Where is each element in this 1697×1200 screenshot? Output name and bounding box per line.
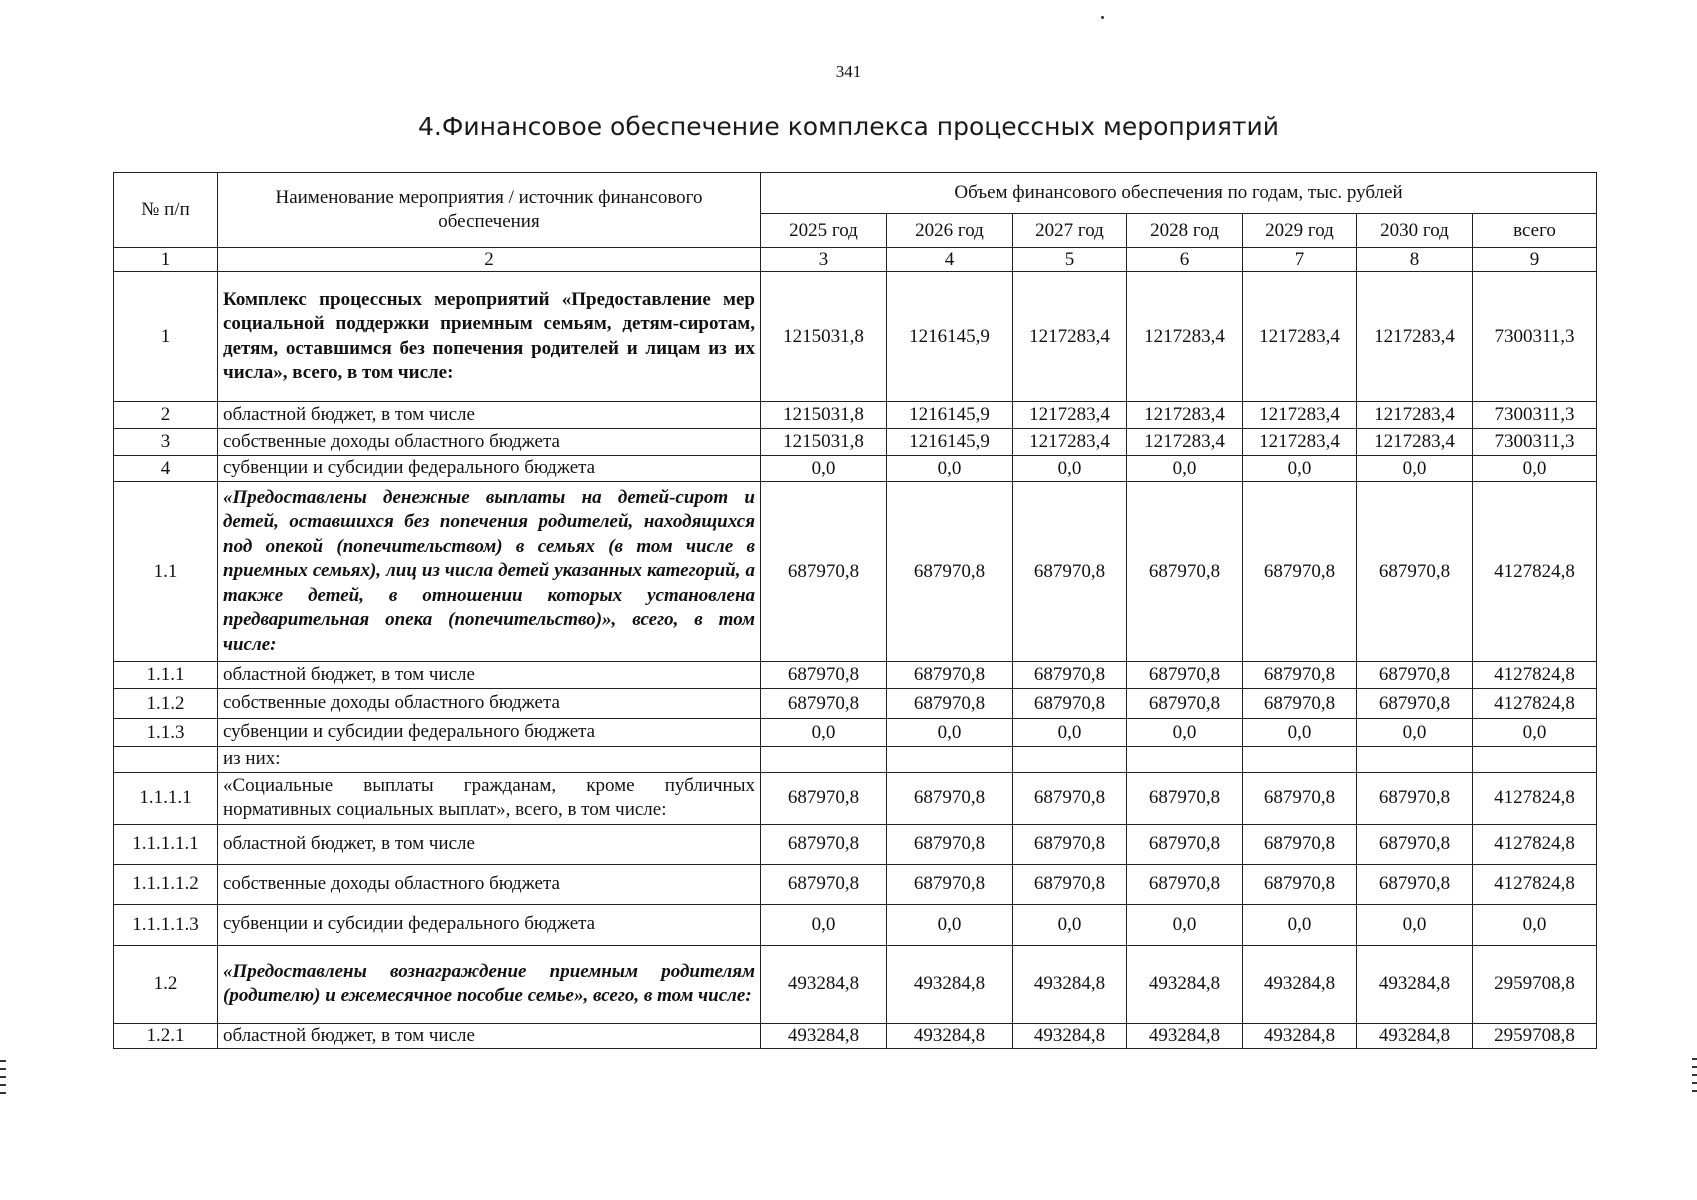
- row-value: 1217283,4: [1357, 429, 1473, 456]
- row-value: [761, 747, 887, 773]
- row-value: 0,0: [887, 456, 1013, 482]
- table-row: [114, 1023, 1597, 1049]
- row-value: 0,0: [1357, 719, 1473, 747]
- row-value: 1217283,4: [1243, 429, 1357, 456]
- row-value: 0,0: [761, 456, 887, 482]
- row-value: 0,0: [1127, 456, 1243, 482]
- row-value: [1127, 747, 1243, 773]
- row-value: 0,0: [1243, 719, 1357, 747]
- scan-mark: [0, 1068, 6, 1070]
- row-name: субвенции и субсидии федерального бюджета: [218, 904, 761, 945]
- table-row: [114, 719, 1597, 747]
- table-row: [114, 945, 1597, 1023]
- scan-mark: [1692, 1090, 1697, 1092]
- row-value: 0,0: [1127, 719, 1243, 747]
- scan-mark: [1692, 1058, 1697, 1060]
- row-value: 493284,8: [1243, 945, 1357, 1023]
- row-value: 687970,8: [1127, 824, 1243, 864]
- column-index: 4: [887, 248, 1013, 272]
- row-value: 493284,8: [1357, 945, 1473, 1023]
- scan-mark: [1692, 1082, 1697, 1084]
- row-value: 493284,8: [1127, 1023, 1243, 1049]
- header-year: 2026 год: [887, 214, 1013, 248]
- row-value: 1217283,4: [1357, 272, 1473, 402]
- table-row: [114, 662, 1597, 689]
- row-value: 687970,8: [1357, 482, 1473, 662]
- row-value: 0,0: [1013, 456, 1127, 482]
- row-value: 0,0: [1243, 456, 1357, 482]
- row-value: 687970,8: [1127, 662, 1243, 689]
- row-value: 687970,8: [1013, 864, 1127, 904]
- row-value: 493284,8: [761, 945, 887, 1023]
- row-value: 1216145,9: [887, 402, 1013, 429]
- row-id: 1.2.1: [114, 1023, 218, 1049]
- row-value: 4127824,8: [1473, 824, 1597, 864]
- row-value: 493284,8: [887, 945, 1013, 1023]
- financing-table: [113, 172, 1597, 1049]
- table-row: [114, 824, 1597, 864]
- column-index: 1: [114, 248, 218, 272]
- row-value: 687970,8: [1357, 689, 1473, 719]
- table-row: [114, 747, 1597, 773]
- scan-dot: [1101, 16, 1104, 19]
- row-id: 1: [114, 272, 218, 402]
- column-index: 6: [1127, 248, 1243, 272]
- row-name: «Социальные выплаты гражданам, кроме публичных нормативных социальных выплат», всего, в том числе:: [218, 772, 761, 824]
- row-value: 687970,8: [1243, 864, 1357, 904]
- table-row: [114, 864, 1597, 904]
- row-id: 1.1.1.1.1: [114, 824, 218, 864]
- row-value: 1217283,4: [1243, 272, 1357, 402]
- row-value: 0,0: [1357, 904, 1473, 945]
- row-id: 1.1.1.1.3: [114, 904, 218, 945]
- table-row: [114, 402, 1597, 429]
- row-value: 0,0: [1357, 456, 1473, 482]
- row-value: 4127824,8: [1473, 689, 1597, 719]
- row-value: 493284,8: [887, 1023, 1013, 1049]
- row-value: 1217283,4: [1127, 272, 1243, 402]
- row-name: областной бюджет, в том числе: [218, 662, 761, 689]
- row-name: «Предоставлены вознаграждение приемным родителям (родителю) и ежемесячное пособие семье», всего, в том числе:: [218, 945, 761, 1023]
- header-year: 2027 год: [1013, 214, 1127, 248]
- table-row: [114, 482, 1597, 662]
- row-value: 687970,8: [1013, 824, 1127, 864]
- row-value: 687970,8: [1127, 482, 1243, 662]
- row-id: 1.1.2: [114, 689, 218, 719]
- row-value: 687970,8: [1127, 864, 1243, 904]
- column-index-row: [114, 248, 1597, 272]
- page-title: 4.Финансовое обеспечение комплекса процессных мероприятий: [418, 112, 1279, 141]
- row-value: 687970,8: [761, 824, 887, 864]
- scan-mark: [0, 1092, 6, 1094]
- table-row: [114, 456, 1597, 482]
- row-value: 687970,8: [1243, 482, 1357, 662]
- header-number: № п/п: [114, 173, 218, 248]
- table-row: [114, 429, 1597, 456]
- row-value: 687970,8: [1013, 662, 1127, 689]
- row-name: Комплекс процессных мероприятий «Предоставление мер социальной поддержки приемным семьям, детям-сиротам, детям, оставшимся без попечения родителей и лицам из их числа», всего, в том числе:: [218, 272, 761, 402]
- row-id: 1.2: [114, 945, 218, 1023]
- row-value: 0,0: [761, 719, 887, 747]
- row-value: 687970,8: [1243, 662, 1357, 689]
- row-value: 0,0: [761, 904, 887, 945]
- row-value: 687970,8: [887, 772, 1013, 824]
- row-id: 1.1: [114, 482, 218, 662]
- row-id: 4: [114, 456, 218, 482]
- row-value: 4127824,8: [1473, 662, 1597, 689]
- page-number: 341: [835, 62, 862, 81]
- row-value: 687970,8: [887, 824, 1013, 864]
- row-value: 2959708,8: [1473, 945, 1597, 1023]
- row-value: [1357, 747, 1473, 773]
- row-value: 687970,8: [761, 662, 887, 689]
- row-value: 493284,8: [1243, 1023, 1357, 1049]
- row-name: областной бюджет, в том числе: [218, 402, 761, 429]
- scan-mark: [0, 1060, 6, 1062]
- row-value: 0,0: [1473, 904, 1597, 945]
- row-name: собственные доходы областного бюджета: [218, 689, 761, 719]
- row-name: собственные доходы областного бюджета: [218, 429, 761, 456]
- row-value: 687970,8: [1357, 772, 1473, 824]
- row-value: 493284,8: [1013, 1023, 1127, 1049]
- row-value: 7300311,3: [1473, 272, 1597, 402]
- row-value: 0,0: [1473, 456, 1597, 482]
- row-value: 687970,8: [761, 772, 887, 824]
- header-row: [114, 173, 1597, 214]
- row-id: 2: [114, 402, 218, 429]
- row-value: 2959708,8: [1473, 1023, 1597, 1049]
- row-id: 3: [114, 429, 218, 456]
- row-value: 4127824,8: [1473, 864, 1597, 904]
- column-index: 2: [218, 248, 761, 272]
- row-value: 687970,8: [1357, 864, 1473, 904]
- row-value: 1216145,9: [887, 272, 1013, 402]
- column-index: 8: [1357, 248, 1473, 272]
- scan-mark: [1692, 1074, 1697, 1076]
- row-id: 1.1.1.1.2: [114, 864, 218, 904]
- column-index: 9: [1473, 248, 1597, 272]
- row-value: 1217283,4: [1357, 402, 1473, 429]
- row-id: 1.1.1: [114, 662, 218, 689]
- row-value: 0,0: [1473, 719, 1597, 747]
- row-value: 7300311,3: [1473, 402, 1597, 429]
- header-year: 2030 год: [1357, 214, 1473, 248]
- row-value: 687970,8: [887, 482, 1013, 662]
- row-id: 1.1.1.1: [114, 772, 218, 824]
- row-value: 1217283,4: [1243, 402, 1357, 429]
- row-id: 1.1.3: [114, 719, 218, 747]
- row-value: 1217283,4: [1127, 429, 1243, 456]
- column-index: 7: [1243, 248, 1357, 272]
- header-total: всего: [1473, 214, 1597, 248]
- row-value: 1217283,4: [1127, 402, 1243, 429]
- row-value: 1215031,8: [761, 429, 887, 456]
- row-name: областной бюджет, в том числе: [218, 1023, 761, 1049]
- row-value: [887, 747, 1013, 773]
- row-value: 687970,8: [887, 662, 1013, 689]
- row-value: 687970,8: [1357, 824, 1473, 864]
- row-value: 687970,8: [1127, 772, 1243, 824]
- row-value: 687970,8: [887, 864, 1013, 904]
- row-value: 0,0: [1013, 719, 1127, 747]
- row-value: 687970,8: [1243, 824, 1357, 864]
- row-value: [1243, 747, 1357, 773]
- header-name: Наименование мероприятия / источник финансового обеспечения: [218, 173, 761, 248]
- header-volume: Объем финансового обеспечения по годам, тыс. рублей: [761, 173, 1597, 214]
- row-value: 0,0: [1013, 904, 1127, 945]
- header-year: 2029 год: [1243, 214, 1357, 248]
- row-value: 1217283,4: [1013, 272, 1127, 402]
- scan-mark: [1692, 1066, 1697, 1068]
- row-value: 1215031,8: [761, 402, 887, 429]
- table-body: [114, 272, 1597, 1049]
- row-value: 687970,8: [887, 689, 1013, 719]
- row-value: 687970,8: [761, 482, 887, 662]
- row-value: 0,0: [1127, 904, 1243, 945]
- row-value: 687970,8: [1243, 772, 1357, 824]
- row-name: субвенции и субсидии федерального бюджета: [218, 719, 761, 747]
- row-name: собственные доходы областного бюджета: [218, 864, 761, 904]
- table-row: [114, 904, 1597, 945]
- row-value: [1473, 747, 1597, 773]
- row-value: 687970,8: [1013, 482, 1127, 662]
- row-value: 0,0: [887, 904, 1013, 945]
- header-year: 2025 год: [761, 214, 887, 248]
- row-value: 687970,8: [761, 689, 887, 719]
- table-row: [114, 689, 1597, 719]
- row-name: субвенции и субсидии федерального бюджета: [218, 456, 761, 482]
- row-value: 687970,8: [1013, 689, 1127, 719]
- row-value: 4127824,8: [1473, 482, 1597, 662]
- row-value: 493284,8: [1013, 945, 1127, 1023]
- row-value: 687970,8: [1243, 689, 1357, 719]
- row-value: 687970,8: [1357, 662, 1473, 689]
- row-value: 1217283,4: [1013, 402, 1127, 429]
- column-index: 3: [761, 248, 887, 272]
- row-value: 1216145,9: [887, 429, 1013, 456]
- table-row: [114, 272, 1597, 402]
- header-year: 2028 год: [1127, 214, 1243, 248]
- row-id: [114, 747, 218, 773]
- row-name: областной бюджет, в том числе: [218, 824, 761, 864]
- row-value: 687970,8: [1013, 772, 1127, 824]
- row-name: из них:: [218, 747, 761, 773]
- row-value: 1217283,4: [1013, 429, 1127, 456]
- row-value: 0,0: [887, 719, 1013, 747]
- table-row: [114, 772, 1597, 824]
- row-value: 493284,8: [761, 1023, 887, 1049]
- row-value: 0,0: [1243, 904, 1357, 945]
- scan-mark: [0, 1076, 6, 1078]
- row-name: «Предоставлены денежные выплаты на детей-сирот и детей, оставшихся без попечения родителей, находящихся под опекой (попечительством) в семьях (в том числе в приемных семьях), лиц из числа детей указанных категорий, а также детей, в отношении которых установлена предварительная опека (попечительство)», всего, в том числе:: [218, 482, 761, 662]
- row-value: 687970,8: [1127, 689, 1243, 719]
- row-value: [1013, 747, 1127, 773]
- row-value: 4127824,8: [1473, 772, 1597, 824]
- column-index: 5: [1013, 248, 1127, 272]
- row-value: 493284,8: [1357, 1023, 1473, 1049]
- scan-mark: [0, 1084, 6, 1086]
- row-value: 1215031,8: [761, 272, 887, 402]
- row-value: 7300311,3: [1473, 429, 1597, 456]
- row-value: 493284,8: [1127, 945, 1243, 1023]
- row-value: 687970,8: [761, 864, 887, 904]
